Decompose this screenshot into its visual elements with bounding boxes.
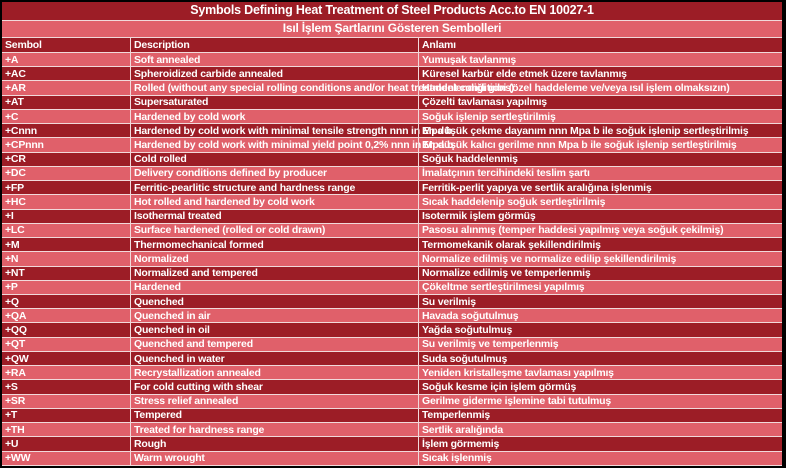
table-row [2, 167, 782, 181]
meaning-cell: Isotermik işlem görmüş [418, 210, 782, 223]
table-row [2, 380, 782, 394]
symbol-cell: +WW [5, 452, 31, 465]
symbol-cell: +QQ [5, 324, 27, 337]
meaning-cell: Haddelendiği gibi (özel haddeleme ve/veya ısıl işlem olmaksızın) [418, 81, 782, 94]
description-cell: Hot rolled and hardened by cold work [130, 195, 418, 208]
description-cell: For cold cutting with shear [130, 380, 418, 393]
table-row [2, 153, 782, 167]
description-cell: Soft annealed [130, 53, 418, 66]
symbol-cell: +N [5, 252, 19, 265]
symbol-cell: +SR [5, 395, 26, 408]
meaning-cell: Temperlenmiş [418, 409, 782, 422]
table-row [2, 210, 782, 224]
table-row [2, 110, 782, 124]
symbol-cell: +DC [5, 167, 26, 180]
table-row [2, 138, 782, 152]
description-cell: Hardened by cold work with minimal tensile strength nnn in Mpa b [130, 124, 418, 137]
description-cell: Surface hardened (rolled or cold drawn) [130, 224, 418, 237]
description-cell: Normalized and tempered [130, 267, 418, 280]
symbol-cell: +AT [5, 96, 24, 109]
table-row [2, 366, 782, 380]
meaning-cell: Yumuşak tavlanmış [418, 53, 782, 66]
table-row [2, 195, 782, 209]
meaning-cell: Sıcak işlenmiş [418, 452, 782, 465]
meaning-cell: Küresel karbür elde etmek üzere tavlanmış [418, 67, 782, 80]
description-cell: Isothermal treated [130, 210, 418, 223]
symbol-cell: +U [5, 437, 19, 450]
table-row [2, 53, 782, 67]
symbol-cell: +FP [5, 181, 24, 194]
meaning-cell: En düşük çekme dayanım nnn Mpa b ile soğuk işlenip sertleştirilmiş [418, 124, 782, 137]
description-cell: Supersaturated [130, 96, 418, 109]
meaning-cell: Çözelti tavlaması yapılmış [418, 96, 782, 109]
column-header-anlami: Anlamı [418, 38, 782, 52]
symbol-cell: +T [5, 409, 18, 422]
description-cell: Normalized [130, 252, 418, 265]
table-row [2, 423, 782, 437]
meaning-cell: Suda soğutulmuş [418, 352, 782, 365]
meaning-cell: Gerilme giderme işlemine tabi tutulmuş [418, 395, 782, 408]
meaning-cell: Soğuk işlenip sertleştirilmiş [418, 110, 782, 123]
meaning-cell: İşlem görmemiş [418, 437, 782, 450]
table-row [2, 224, 782, 238]
description-cell: Spheroidized carbide annealed [130, 67, 418, 80]
symbol-cell: +QW [5, 352, 29, 365]
meaning-cell: Havada soğutulmuş [418, 309, 782, 322]
meaning-cell: Normalize edilmiş ve temperlenmiş [418, 267, 782, 280]
description-cell: Thermomechanical formed [130, 238, 418, 251]
meaning-cell: Normalize edilmiş ve normalize edilip şekillendirilmiş [418, 252, 782, 265]
symbol-cell: +QA [5, 309, 27, 322]
table-row [2, 238, 782, 252]
symbol-cell: +TH [5, 423, 25, 436]
table-body [2, 53, 782, 466]
description-cell: Rolled (without any special rolling conditions and/or heat treatment conditions) [130, 81, 418, 94]
symbol-cell: +M [5, 238, 20, 251]
table-row [2, 409, 782, 423]
symbol-cell: +Cnnn [5, 124, 37, 137]
meaning-cell: Sertlik aralığında [418, 423, 782, 436]
symbol-cell: +S [5, 381, 18, 393]
meaning-cell: Pasosu alınmış (temper haddesi yapılmış veya soğuk çekilmiş) [418, 224, 782, 237]
description-cell: Stress relief annealed [130, 395, 418, 408]
description-cell: Warm wrought [130, 452, 418, 465]
meaning-cell: Ferritik-perlit yapıya ve sertlik aralığına işlenmiş [418, 181, 782, 194]
description-cell: Treated for hardness range [130, 423, 418, 436]
symbol-cell: +AC [5, 67, 26, 80]
description-cell: Hardened by cold work with minimal yield point 0,2% nnn in Mpa b [130, 138, 418, 151]
meaning-cell: Yeniden kristalleşme tavlaması yapılmış [418, 366, 782, 379]
description-cell: Quenched [130, 295, 418, 308]
description-cell: Hardened by cold work [130, 110, 418, 123]
meaning-cell: Soğuk kesme için işlem görmüş [418, 380, 782, 393]
symbol-cell: +P [5, 281, 18, 294]
symbol-cell: +CR [5, 153, 26, 166]
symbol-cell: +QT [5, 338, 26, 351]
description-cell: Quenched in water [130, 352, 418, 365]
column-header-row [2, 38, 782, 53]
symbol-cell: +NT [5, 267, 25, 280]
table-row [2, 338, 782, 352]
meaning-cell: Çökeltme sertleştirilmesi yapılmış [418, 281, 782, 294]
meaning-cell: İmalatçının tercihindeki teslim şartı [418, 167, 782, 180]
table-row [2, 309, 782, 323]
description-cell: Delivery conditions defined by producer [130, 167, 418, 180]
symbol-cell: +AR [5, 82, 26, 95]
table-subtitle: Isıl İşlem Şartlarını Gösteren Sembolleri [2, 21, 782, 38]
symbol-cell: +HC [5, 195, 26, 208]
table-row [2, 281, 782, 295]
column-header-description: Description [130, 38, 418, 52]
table-row [2, 81, 782, 95]
description-cell: Hardened [130, 281, 418, 294]
meaning-cell: Su verilmiş ve temperlenmiş [418, 338, 782, 351]
table-row [2, 452, 782, 466]
description-cell: Quenched in air [130, 309, 418, 322]
description-cell: Ferritic-pearlitic structure and hardness range [130, 181, 418, 194]
table-row [2, 295, 782, 309]
symbol-cell: +I [5, 210, 14, 223]
table-row [2, 323, 782, 337]
symbol-cell: +CPnnn [5, 139, 44, 152]
table-row [2, 352, 782, 366]
meaning-cell: Termomekanik olarak şekillendirilmiş [418, 238, 782, 251]
description-cell: Cold rolled [130, 153, 418, 166]
symbol-cell: +Q [5, 295, 19, 308]
table-row [2, 96, 782, 110]
table-row [2, 124, 782, 138]
column-header-sembol: Sembol [5, 39, 42, 51]
table-row [2, 395, 782, 409]
table-row [2, 252, 782, 266]
table-row [2, 267, 782, 281]
table-row [2, 437, 782, 451]
symbol-cell: +A [5, 53, 19, 66]
meaning-cell: Su verilmiş [418, 295, 782, 308]
symbol-cell: +RA [5, 366, 26, 379]
description-cell: Quenched and tempered [130, 338, 418, 351]
heat-treatment-symbols-table [2, 2, 782, 466]
table-row [2, 181, 782, 195]
symbol-cell: +C [5, 110, 19, 123]
symbol-cell: +LC [5, 224, 25, 237]
description-cell: Quenched in oil [130, 323, 418, 336]
description-cell: Rough [130, 437, 418, 450]
description-cell: Recrystallization annealed [130, 366, 418, 379]
meaning-cell: Soğuk haddelenmiş [418, 153, 782, 166]
meaning-cell: En düşük kalıcı gerilme nnn Mpa b ile soğuk işlenip sertleştirilmiş [418, 138, 782, 151]
meaning-cell: Yağda soğutulmuş [418, 323, 782, 336]
description-cell: Tempered [130, 409, 418, 422]
table-row [2, 67, 782, 81]
meaning-cell: Sıcak haddelenip soğuk sertleştirilmiş [418, 195, 782, 208]
table-title: Symbols Defining Heat Treatment of Steel Products Acc.to EN 10027-1 [2, 2, 782, 21]
